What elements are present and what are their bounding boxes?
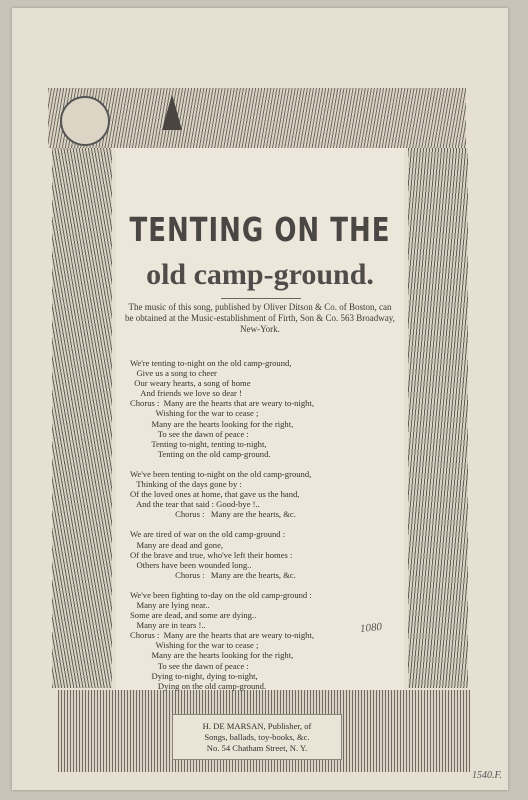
publication-note: The music of this song, published by Oliver Ditson & Co. of Boston, can be obtained at the Music-establishment of Firth, Son & Co. 563 Broadway, New-York. <box>125 302 395 334</box>
stanza-1 <box>130 358 400 459</box>
handwritten-number: 1080 <box>359 620 383 636</box>
lyric-line: Many are dead and gone, <box>130 539 224 550</box>
lyric-line: We've been fighting to-day on the old camp-ground : <box>130 589 312 600</box>
lyric-line: We are tired of war on the old camp-ground : <box>130 529 286 540</box>
broadside-sheet <box>12 8 508 790</box>
engraved-top-border <box>48 88 466 148</box>
lyric-line: And friends we love so dear ! <box>130 388 242 399</box>
moon-face-engraving <box>60 96 110 146</box>
lyric-line: Chorus : Many are the hearts, &c. <box>130 509 296 520</box>
lyric-line: Many are in tears !.. <box>130 620 206 631</box>
stanza-3 <box>130 529 400 579</box>
lyric-line: Many are the hearts looking for the right, <box>130 650 294 661</box>
lyric-line: Our weary hearts, a song of home <box>130 378 251 389</box>
lyric-line: Wishing for the war to cease ; <box>130 640 259 651</box>
lyric-line: We've been tenting to-night on the old camp-ground, <box>130 468 312 479</box>
lyric-line: And the tear that said : Good-bye !.. <box>130 499 260 510</box>
lyric-line: Of the brave and true, who've left their homes : <box>130 549 293 560</box>
publisher-imprint <box>172 714 342 760</box>
lyric-line: Tenting to-night, tenting to-night, <box>130 438 267 449</box>
engraved-left-border <box>52 148 112 688</box>
handwritten-catalog-mark: 1540.F. <box>472 770 502 781</box>
lyric-line: Others have been wounded long.. <box>130 559 252 570</box>
lyric-line: Wishing for the war to cease ; <box>130 408 259 419</box>
lyric-line: Many are the hearts looking for the right, <box>130 418 294 429</box>
stanza-4 <box>130 590 400 691</box>
lyric-line: Give us a song to cheer <box>130 368 217 379</box>
stanza-2 <box>130 469 400 519</box>
engraved-right-border <box>408 148 468 688</box>
lyric-line: Dying on the old camp-ground. <box>130 680 267 691</box>
imprint-line: H. DE MARSAN, Publisher, of <box>202 721 312 731</box>
lyric-line: To see the dawn of peace : <box>130 428 249 439</box>
song-title-line1: TENTING ON THE <box>129 212 391 250</box>
lyric-line: Of the loved ones at home, that gave us the hand, <box>130 489 300 500</box>
lyric-line: Some are dead, and some are dying.. <box>130 610 257 621</box>
lyric-line: Chorus : Many are the hearts that are weary to-night, <box>130 630 314 641</box>
lyric-line: Dying to-night, dying to-night, <box>130 670 258 681</box>
lyric-line: Chorus : Many are the hearts, &c. <box>130 569 296 580</box>
song-title-line2: old camp-ground. <box>146 258 374 291</box>
lyric-line: We're tenting to-night on the old camp-ground, <box>130 358 292 368</box>
lyrics <box>130 358 400 701</box>
imprint-line: No. 54 Chatham Street, N. Y. <box>206 743 308 753</box>
song-panel <box>116 148 404 690</box>
lyric-line: Tenting on the old camp-ground. <box>130 448 271 459</box>
lyric-line: To see the dawn of peace : <box>130 660 249 671</box>
lyric-line: Many are lying near.. <box>130 599 210 610</box>
imprint-line: Songs, ballads, toy-books, &c. <box>204 732 310 742</box>
title-divider <box>221 298 301 299</box>
tree-engraving <box>162 94 182 130</box>
lyric-line: Thinking of the days gone by : <box>130 479 242 490</box>
lyric-line: Chorus : Many are the hearts that are weary to-night, <box>130 398 314 409</box>
